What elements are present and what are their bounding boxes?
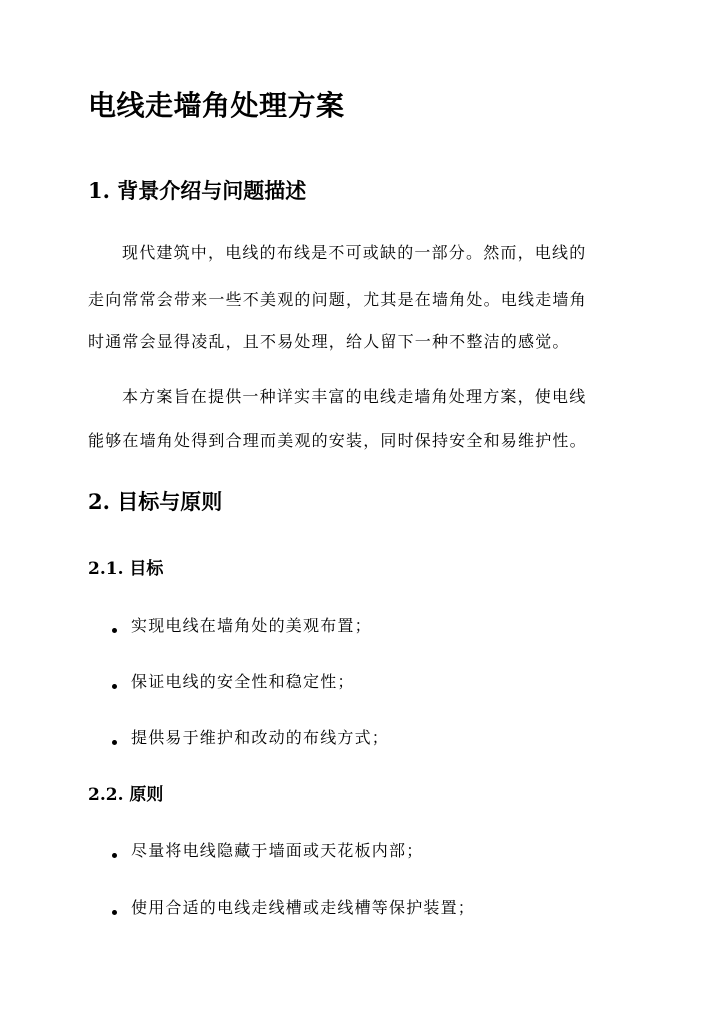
- list-item: 提供易于维护和改动的布线方式；: [131, 728, 390, 747]
- paragraph-line: 能够在墙角处得到合理而美观的安装，同时保持安全和易维护性。: [88, 431, 587, 450]
- section-heading-goals-principles: 2. 目标与原则: [88, 489, 223, 514]
- list-item: 使用合适的电线走线槽或走线槽等保护装置；: [131, 898, 476, 917]
- subsection-heading-goals: 2.1. 目标: [88, 559, 164, 579]
- paragraph-line: 本方案旨在提供一种详实丰富的电线走墙角处理方案，使电线: [122, 387, 587, 406]
- bullet-icon: [112, 740, 117, 745]
- paragraph-line: 走向常常会带来一些不美观的问题，尤其是在墙角处。电线走墙角: [88, 290, 587, 309]
- list-item: 实现电线在墙角处的美观布置；: [131, 616, 372, 635]
- list-item: 保证电线的安全性和稳定性；: [131, 672, 355, 691]
- paragraph-line: 时通常会显得凌乱，且不易处理，给人留下一种不整洁的感觉。: [88, 332, 570, 351]
- bullet-icon: [112, 684, 117, 689]
- paragraph-line: 现代建筑中，电线的布线是不可或缺的一部分。然而，电线的: [122, 243, 587, 262]
- bullet-icon: [112, 628, 117, 633]
- bullet-icon: [112, 853, 117, 858]
- bullet-icon: [112, 910, 117, 915]
- section-heading-background: 1. 背景介绍与问题描述: [88, 178, 307, 203]
- document-title: 电线走墙角处理方案: [88, 89, 345, 122]
- list-item: 尽量将电线隐藏于墙面或天花板内部；: [131, 841, 424, 860]
- subsection-heading-principles: 2.2. 原则: [88, 785, 164, 805]
